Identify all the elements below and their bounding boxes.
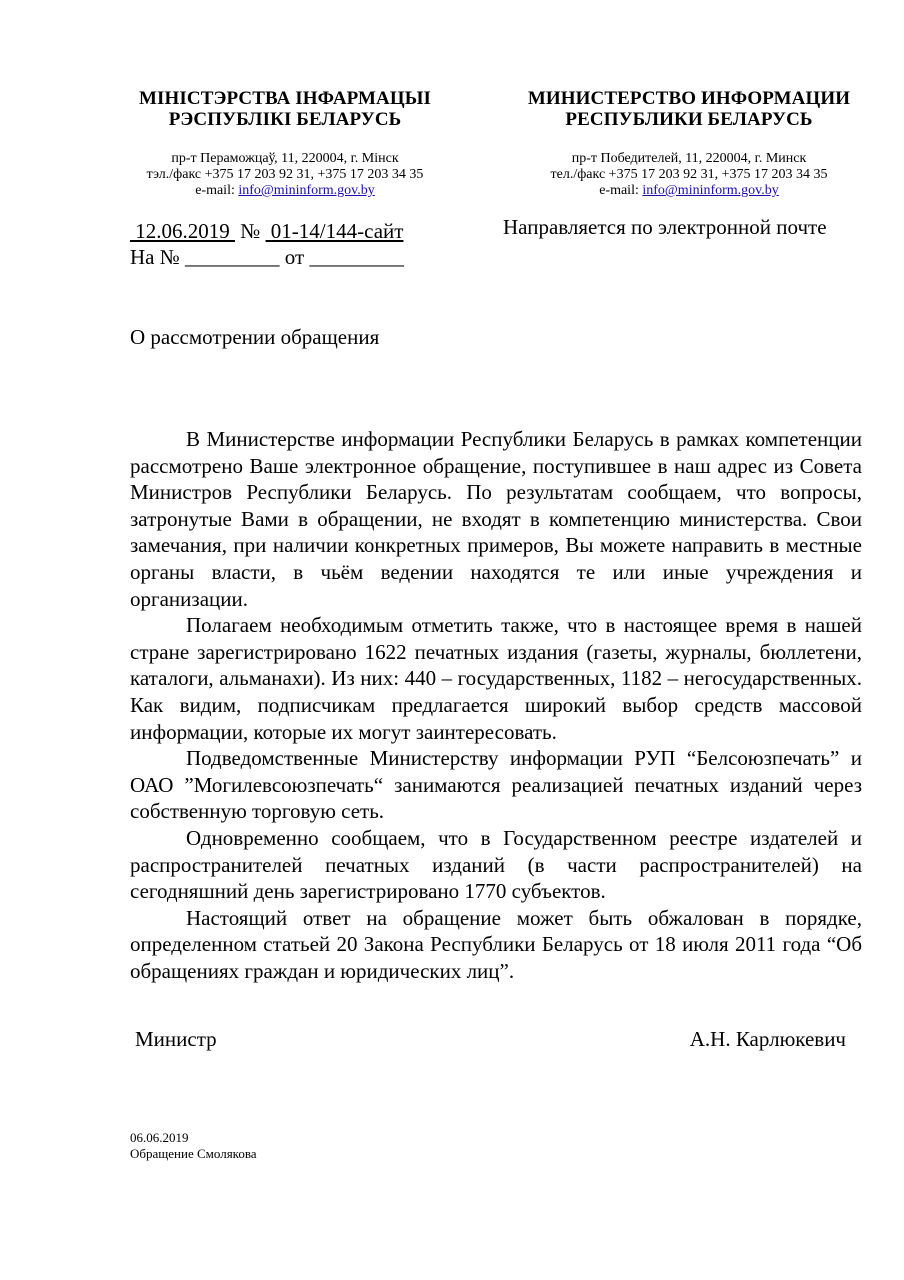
body-paragraph-5: Настоящий ответ на обращение может быть обжалован в порядке, определенном статьей 20 Закона Республики Беларусь от 18 июля 2011 года “Об обращениях граждан и юридических лиц”. [130,905,862,983]
from-blank: _________ [309,245,404,269]
org-name-ru-line1: МИНИСТЕРСТВО ИНФОРМАЦИИ [527,88,851,109]
subject-line: О рассмотрении обращения [130,325,380,349]
phone-by: тэл./факс +375 17 203 92 31, +375 17 203 34 35 [146,167,424,182]
body-paragraph-2: Полагаем необходимым отметить также, что в настоящее время в нашей стране зарегистрировано 1622 печатных издания (газеты, журналы, бюллетени, каталоги, альманахи). Из них: 440 – государственных, 1182 – негосударственных. Как видим, подписчикам предлагается широкий выбор средств массовой информации, которые их могут заинтересовать. [130,613,862,744]
body-paragraph-1: В Министерстве информации Республики Беларусь в рамках компетенции рассмотрено Ваше электронное обращение, поступившее в наш адрес из Совета Министров Республики Беларусь. По результатам сообщаем, что вопросы, затронутые Вами в обращении, не входят в компетенцию министерства. Свои замечания, при наличии конкретных примеров, Вы можете направить в местные органы власти, в чьём ведении находятся те или иные учреждения и организации. [130,427,862,611]
email-link-by[interactable]: info@mininform.gov.by [238,183,375,198]
letterhead-ru [500,88,878,199]
reg-date: 12.06.2019 [130,219,235,243]
footer-subject: Обращение Смолякова [130,1146,257,1161]
letterhead-by [110,88,460,199]
footer-note [130,1130,257,1162]
signatory-name: А.Н. Карлюкевич [689,1027,846,1051]
email-label-ru: e-mail: [599,183,643,198]
address-ru: пр-т Победителей, 11, 220004, г. Минск [571,151,807,166]
email-label-by: e-mail: [195,183,239,198]
contacts-ru [500,151,878,199]
address-by: пр-т Пераможцаў, 11, 220004, г. Мінск [171,151,399,166]
email-row-ru [500,183,878,199]
body-paragraph-3: Подведомственные Министерству информации РУП “Белсоюзпечать” и ОАО ”Могилевсоюзпечать“ занимаются реализацией печатных изданий через собственную торговую сеть. [130,746,862,824]
org-name-by-line1: МІНІСТЭРСТВА ІНФАРМАЦЫІ [138,88,431,109]
contacts-by [110,151,460,199]
reg-number-sign: № [240,219,261,243]
body-paragraph-4: Одновременно сообщаем, что в Государственном реестре издателей и распространителей печатных изданий (в части распространителей) на сегодняшний день зарегистрировано 1770 субъектов. [130,825,862,904]
from-label: от [284,245,305,269]
footer-date: 06.06.2019 [130,1130,189,1145]
org-name-ru-line2: РЕСПУБЛИКИ БЕЛАРУСЬ [565,109,813,130]
phone-ru: тел./факс +375 17 203 92 31, +375 17 203 34 35 [550,167,828,182]
dispatch-note: Направляется по электронной почте [503,215,827,239]
ref-label: На № [130,245,180,269]
ref-blank: _________ [185,245,280,269]
reference-line [130,244,404,270]
letter-body [130,426,862,984]
reg-number: 01-14/144-сайт [265,219,404,243]
email-row-by [110,183,460,199]
email-link-ru[interactable]: info@mininform.gov.by [642,183,779,198]
signatory-position: Министр [135,1027,217,1051]
registration-line [130,218,403,244]
org-name-by-line2: РЭСПУБЛІКІ БЕЛАРУСЬ [168,109,402,130]
